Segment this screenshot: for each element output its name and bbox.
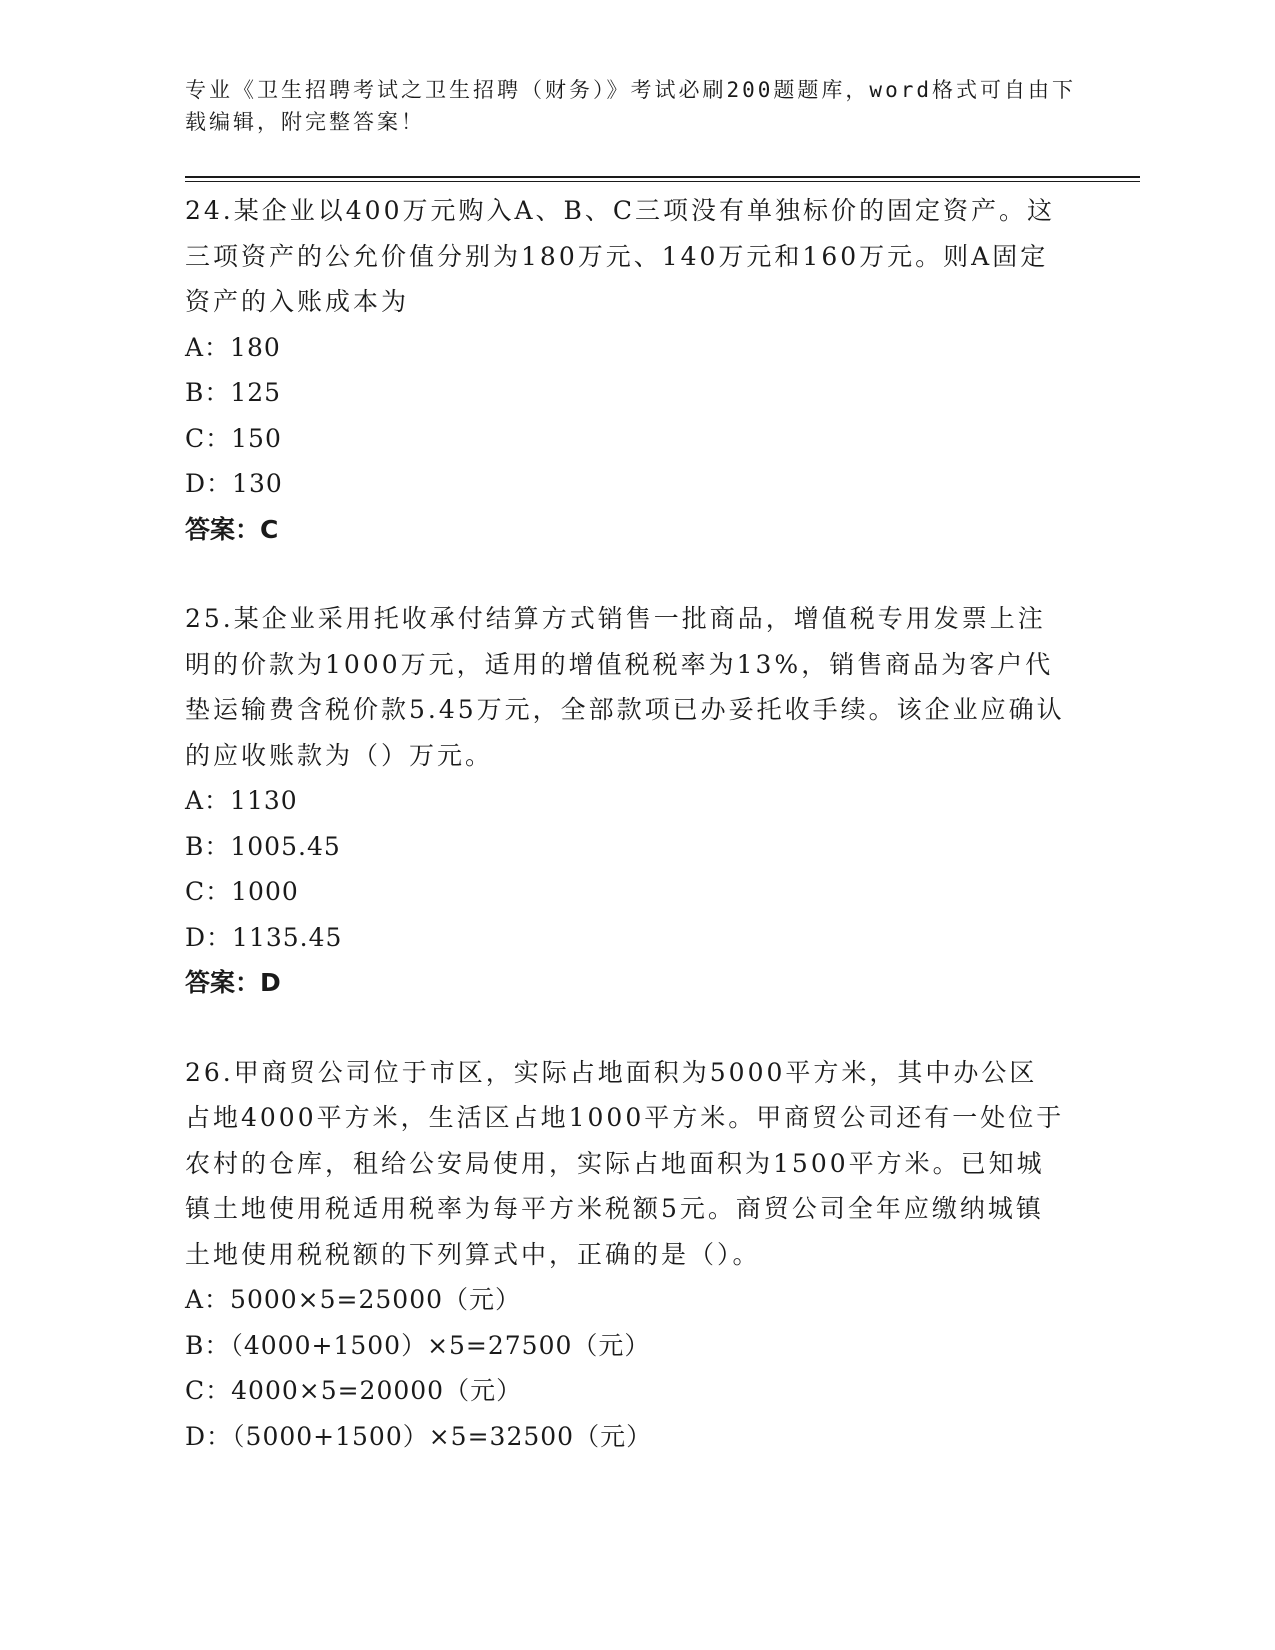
option-d: D：130: [185, 469, 283, 498]
question-list: [185, 188, 1065, 1503]
answer: 答案：D: [185, 968, 281, 997]
option-a: A：180: [185, 332, 281, 362]
option-a: A：5000×5=25000（元）: [185, 1285, 522, 1314]
question-25: [185, 596, 1065, 1006]
question-stem: 26.甲商贸公司位于市区，实际占地面积为5000平方米，其中办公区占地4000平方米，生活区占地1000平方米。甲商贸公司还有一处位于农村的仓库，租给公安局使用，实际占地面积为1500平方米。已知城镇土地使用税适用税率为每平方米税额5元。商贸公司全年应缴纳城镇土地使用税税额的下列算式中，正确的是（）。: [185, 1057, 1065, 1269]
option-a: A：1130: [185, 786, 298, 815]
question-stem: 24.某企业以400万元购入A、B、C三项没有单独标价的固定资产。这三项资产的公允价值分别为180万元、140万元和160万元。则A固定资产的入账成本为: [185, 196, 1056, 316]
answer: 答案：C: [185, 514, 279, 544]
option-b: B：1005.45: [185, 831, 341, 861]
question-26: [185, 1050, 1065, 1460]
option-b: B：（4000+1500）×5=27500（元）: [185, 1330, 651, 1360]
document-header: 专业《卫生招聘考试之卫生招聘（财务）》考试必刷200题题库，word格式可自由下载编辑，附完整答案！: [185, 78, 1076, 134]
option-c: C：1000: [185, 877, 299, 906]
question-stem: 25.某企业采用托收承付结算方式销售一批商品，增值税专用发票上注明的价款为1000万元，适用的增值税税率为13%，销售商品为客户代垫运输费含税价款5.45万元，全部款项已办妥托收手续。该企业应确认的应收账款为（）万元。: [185, 604, 1065, 770]
header-divider-thin: [185, 181, 1140, 182]
option-b: B：125: [185, 378, 282, 407]
header-divider-thick: [185, 176, 1140, 178]
option-d: D：1135.45: [185, 922, 343, 952]
option-c: C：150: [185, 423, 282, 453]
option-c: C：4000×5=20000（元）: [185, 1376, 523, 1405]
option-d: D：（5000+1500）×5=32500（元）: [185, 1421, 653, 1451]
question-24: [185, 188, 1065, 552]
